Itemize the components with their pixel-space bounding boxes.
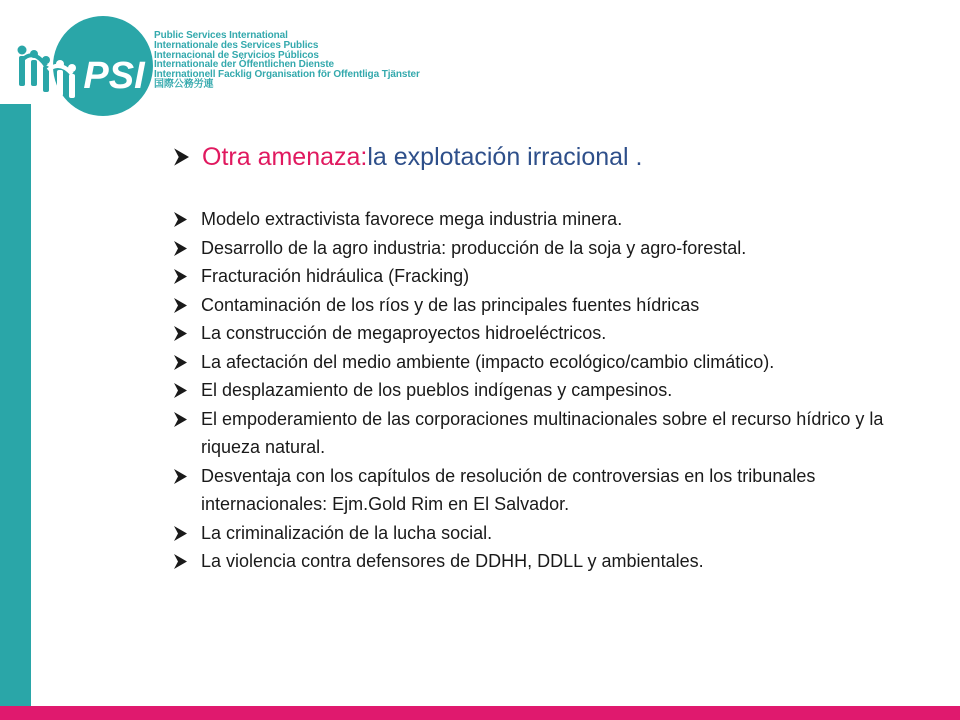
arrow-bullet-icon	[173, 269, 187, 284]
list-item	[173, 462, 913, 519]
list-item	[173, 205, 913, 234]
logo-organization-names	[154, 31, 454, 90]
headline-blue-text: la explotación irracional .	[367, 142, 643, 171]
arrow-bullet-icon	[173, 241, 187, 256]
list-item-text: Desarrollo de la agro industria: producción de la soja y agro-forestal.	[201, 237, 747, 258]
list-item-text: La criminalización de la lucha social.	[201, 522, 493, 543]
psi-logo	[8, 8, 158, 118]
list-item-text: La construcción de megaproyectos hidroeléctricos.	[201, 323, 607, 343]
list-item	[173, 234, 913, 263]
org-name-ja: 国際公務労連	[154, 78, 214, 90]
list-item	[173, 376, 913, 405]
slide-headline	[173, 139, 913, 175]
arrow-bullet-icon	[173, 526, 187, 541]
arrow-bullet-icon	[173, 148, 189, 166]
list-item-text: El empoderamiento de las corporaciones multinacionales sobre el recurso hídrico y la riqueza natural.	[201, 408, 884, 457]
left-accent-bar	[0, 104, 31, 706]
headline-red-text: Otra amenaza:	[202, 142, 368, 171]
slide-content	[173, 139, 913, 576]
logo-acronym: PSI	[83, 55, 145, 97]
people-figures-white-icon	[48, 60, 76, 98]
list-item	[173, 348, 913, 377]
bullet-list	[173, 205, 913, 576]
list-item-text: Modelo extractivista favorece mega industria minera.	[201, 209, 623, 229]
arrow-bullet-icon	[173, 298, 187, 313]
arrow-bullet-icon	[173, 326, 187, 341]
arrow-bullet-icon	[173, 212, 187, 227]
list-item-text: El desplazamiento de los pueblos indígenas y campesinos.	[201, 380, 673, 400]
org-name-de: Internationale der Öffentlichen Dienste	[154, 59, 335, 71]
list-item-text: La violencia contra defensores de DDHH, DDLL y ambientales.	[201, 551, 704, 571]
people-figures-icon	[18, 46, 51, 93]
list-item	[173, 319, 913, 348]
list-item-text: Desventaja con los capítulos de resolución de controversias en los tribunales internacionales: Ejm.Gold Rim en El Salvador.	[201, 465, 816, 514]
arrow-bullet-icon	[173, 469, 187, 484]
org-name-fr: Internationale des Services Publics	[154, 39, 319, 51]
org-name-es: Internacional de Servicios Públicos	[154, 49, 319, 61]
list-item	[173, 262, 913, 291]
list-item	[173, 405, 913, 462]
bottom-accent-bar	[0, 706, 960, 720]
org-name-en: Public Services International	[154, 30, 288, 41]
list-item-text: Fracturación hidráulica (Fracking)	[201, 266, 470, 286]
list-item-text: La afectación del medio ambiente (impacto ecológico/cambio climático).	[201, 351, 775, 372]
list-item	[173, 291, 913, 320]
arrow-bullet-icon	[173, 355, 187, 370]
arrow-bullet-icon	[173, 412, 187, 427]
list-item	[173, 519, 913, 548]
list-item	[173, 547, 913, 576]
org-name-sv: Internationell Facklig Organisation för Offentliga Tjänster	[154, 69, 420, 81]
list-item-text: Contaminación de los ríos y de las principales fuentes hídricas	[201, 294, 700, 315]
arrow-bullet-icon	[173, 383, 187, 398]
arrow-bullet-icon	[173, 554, 187, 569]
